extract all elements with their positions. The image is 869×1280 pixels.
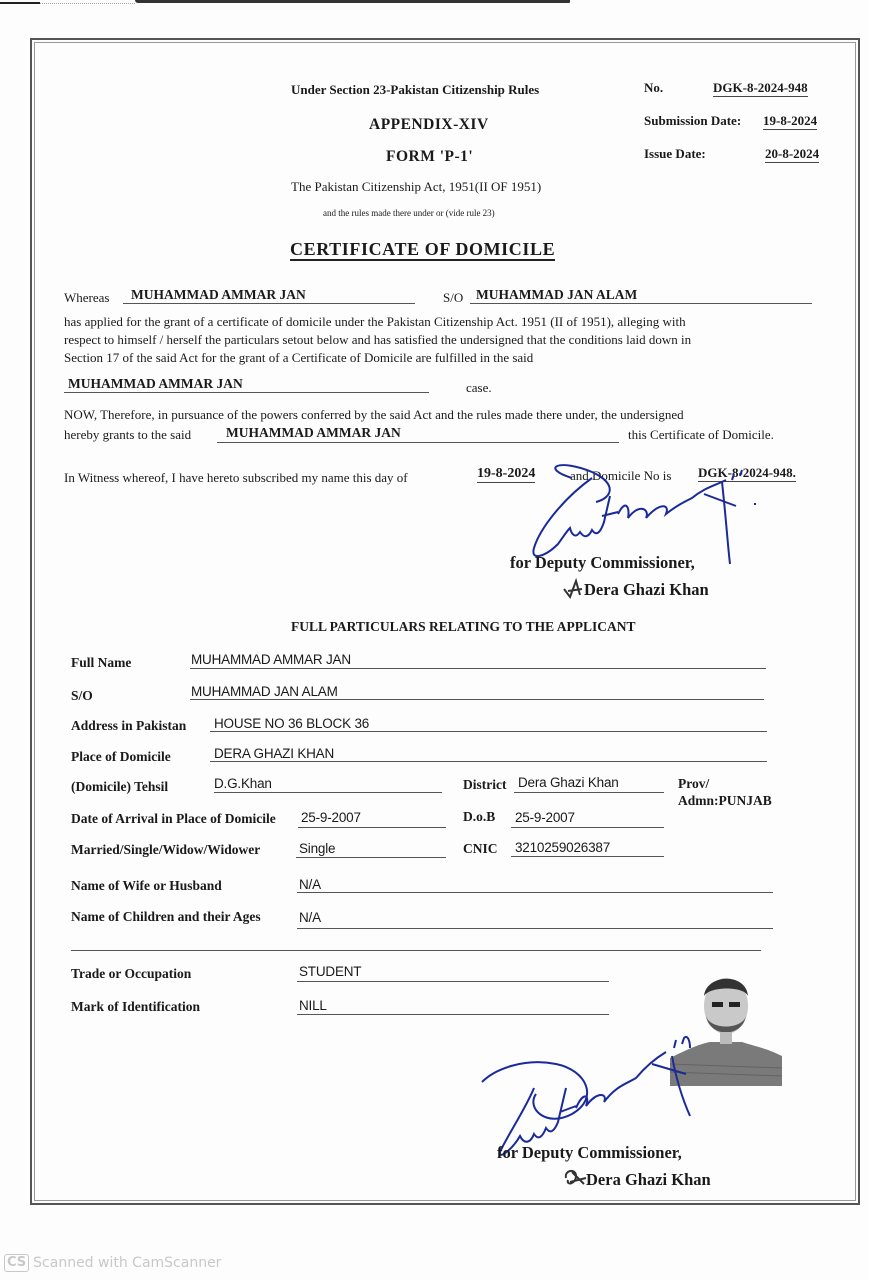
rule-section: Under Section 23-Pakistan Citizenship Rules <box>291 82 540 97</box>
whereas-label: Whereas <box>64 290 110 305</box>
grant-line-1: NOW, Therefore, in pursuance of the powers conferred by the said Act and the rules made there under, the undersigned <box>64 407 684 422</box>
marital-status-value: Single <box>299 841 336 856</box>
number-label: No. <box>644 80 664 95</box>
tehsil-label: (Domicile) Tehsil <box>71 779 169 794</box>
signatory-bottom-title: for Deputy Commissioner, <box>497 1143 682 1162</box>
submission-date: 19-8-2024 <box>763 113 818 128</box>
so-field-value: MUHAMMAD JAN ALAM <box>191 684 338 699</box>
full-name-label: Full Name <box>71 655 132 670</box>
spouse-label: Name of Wife or Husband <box>71 878 222 893</box>
signatory-top-office: Dera Ghazi Khan <box>584 580 709 599</box>
witness-date: 19-8-2024 <box>477 466 536 481</box>
grant-name: MUHAMMAD AMMAR JAN <box>226 425 401 440</box>
act-title: The Pakistan Citizenship Act, 1951(II OF 1951) <box>291 179 542 194</box>
signatory-bottom-office: Dera Ghazi Khan <box>586 1170 711 1189</box>
province-label: Prov/ <box>678 776 710 791</box>
divider <box>71 950 761 951</box>
domicile-no-label: and Domicile No is <box>570 468 672 483</box>
identification-value: NILL <box>299 998 327 1013</box>
district-value: Dera Ghazi Khan <box>518 775 619 790</box>
occupation-label: Trade or Occupation <box>71 966 192 981</box>
case-label: case. <box>466 380 492 395</box>
cnic-label: CNIC <box>463 841 498 856</box>
children-value: N/A <box>299 910 321 925</box>
district-label: District <box>463 777 507 792</box>
issue-date-label: Issue Date: <box>644 146 706 161</box>
address-value: HOUSE NO 36 BLOCK 36 <box>214 716 370 731</box>
arrival-date-label: Date of Arrival in Place of Domicile <box>71 811 276 826</box>
children-label: Name of Children and their Ages <box>71 909 261 924</box>
occupation-value: STUDENT <box>299 964 362 979</box>
address-label: Address in Pakistan <box>71 718 187 733</box>
camscanner-logo-icon: CS <box>4 1254 29 1272</box>
spouse-value: N/A <box>299 877 321 892</box>
stamp-mark-icon <box>562 1166 588 1195</box>
declaration-line-1: has applied for the grant of a certificate of domicile under the Pakistan Citizenship Act. 1951 (II of 1951), alleging with <box>64 314 686 329</box>
signatory-top-title: for Deputy Commissioner, <box>510 553 695 572</box>
issue-date: 20-8-2024 <box>765 146 820 161</box>
place-of-domicile-value: DERA GHAZI KHAN <box>214 746 335 761</box>
applicant-name: MUHAMMAD AMMAR JAN <box>131 287 306 302</box>
watermark-text: Scanned with CamScanner <box>33 1255 222 1271</box>
so-label: S/O <box>443 290 464 305</box>
declaration-line-3: Section 17 of the said Act for the grant of a Certificate of Domicile are fulfilled in the said <box>64 350 534 365</box>
arrival-date-value: 25-9-2007 <box>301 810 361 825</box>
grant-suffix: this Certificate of Domicile. <box>628 427 774 442</box>
province-value: Admn:PUNJAB <box>678 793 772 808</box>
dob-label: D.o.B <box>463 809 496 824</box>
certificate-title: CERTIFICATE OF DOMICILE <box>290 239 556 259</box>
form-label: FORM 'P-1' <box>386 148 474 165</box>
certificate-number: DGK-8-2024-948 <box>713 80 808 95</box>
so-field-label: S/O <box>71 688 93 703</box>
identification-label: Mark of Identification <box>71 999 200 1014</box>
full-name-value: MUHAMMAD AMMAR JAN <box>191 652 351 667</box>
stamp-mark-icon <box>560 577 586 606</box>
case-name: MUHAMMAD AMMAR JAN <box>68 376 243 391</box>
witness-text: In Witness whereof, I have hereto subscribed my name this day of <box>64 470 408 485</box>
cnic-value: 3210259026387 <box>515 840 611 855</box>
father-name: MUHAMMAD JAN ALAM <box>476 287 638 302</box>
submission-date-label: Submission Date: <box>644 113 742 128</box>
tehsil-value: D.G.Khan <box>214 776 272 791</box>
dob-value: 25-9-2007 <box>515 810 575 825</box>
domicile-number: DGK-8-2024-948. <box>698 465 796 480</box>
camscanner-watermark <box>4 1254 221 1272</box>
grant-prefix: hereby grants to the said <box>64 427 192 442</box>
rules-note: and the rules made there under or (vide rule 23) <box>323 208 495 218</box>
marital-status-label: Married/Single/Widow/Widower <box>71 842 261 857</box>
scan-edge <box>0 0 570 6</box>
appendix-label: APPENDIX-XIV <box>369 116 489 133</box>
particulars-heading: FULL PARTICULARS RELATING TO THE APPLICANT <box>291 619 636 634</box>
place-of-domicile-label: Place of Domicile <box>71 749 171 764</box>
declaration-line-2: respect to himself / herself the particulars setout below and has satisfied the undersigned that the conditions laid down in <box>64 332 692 347</box>
